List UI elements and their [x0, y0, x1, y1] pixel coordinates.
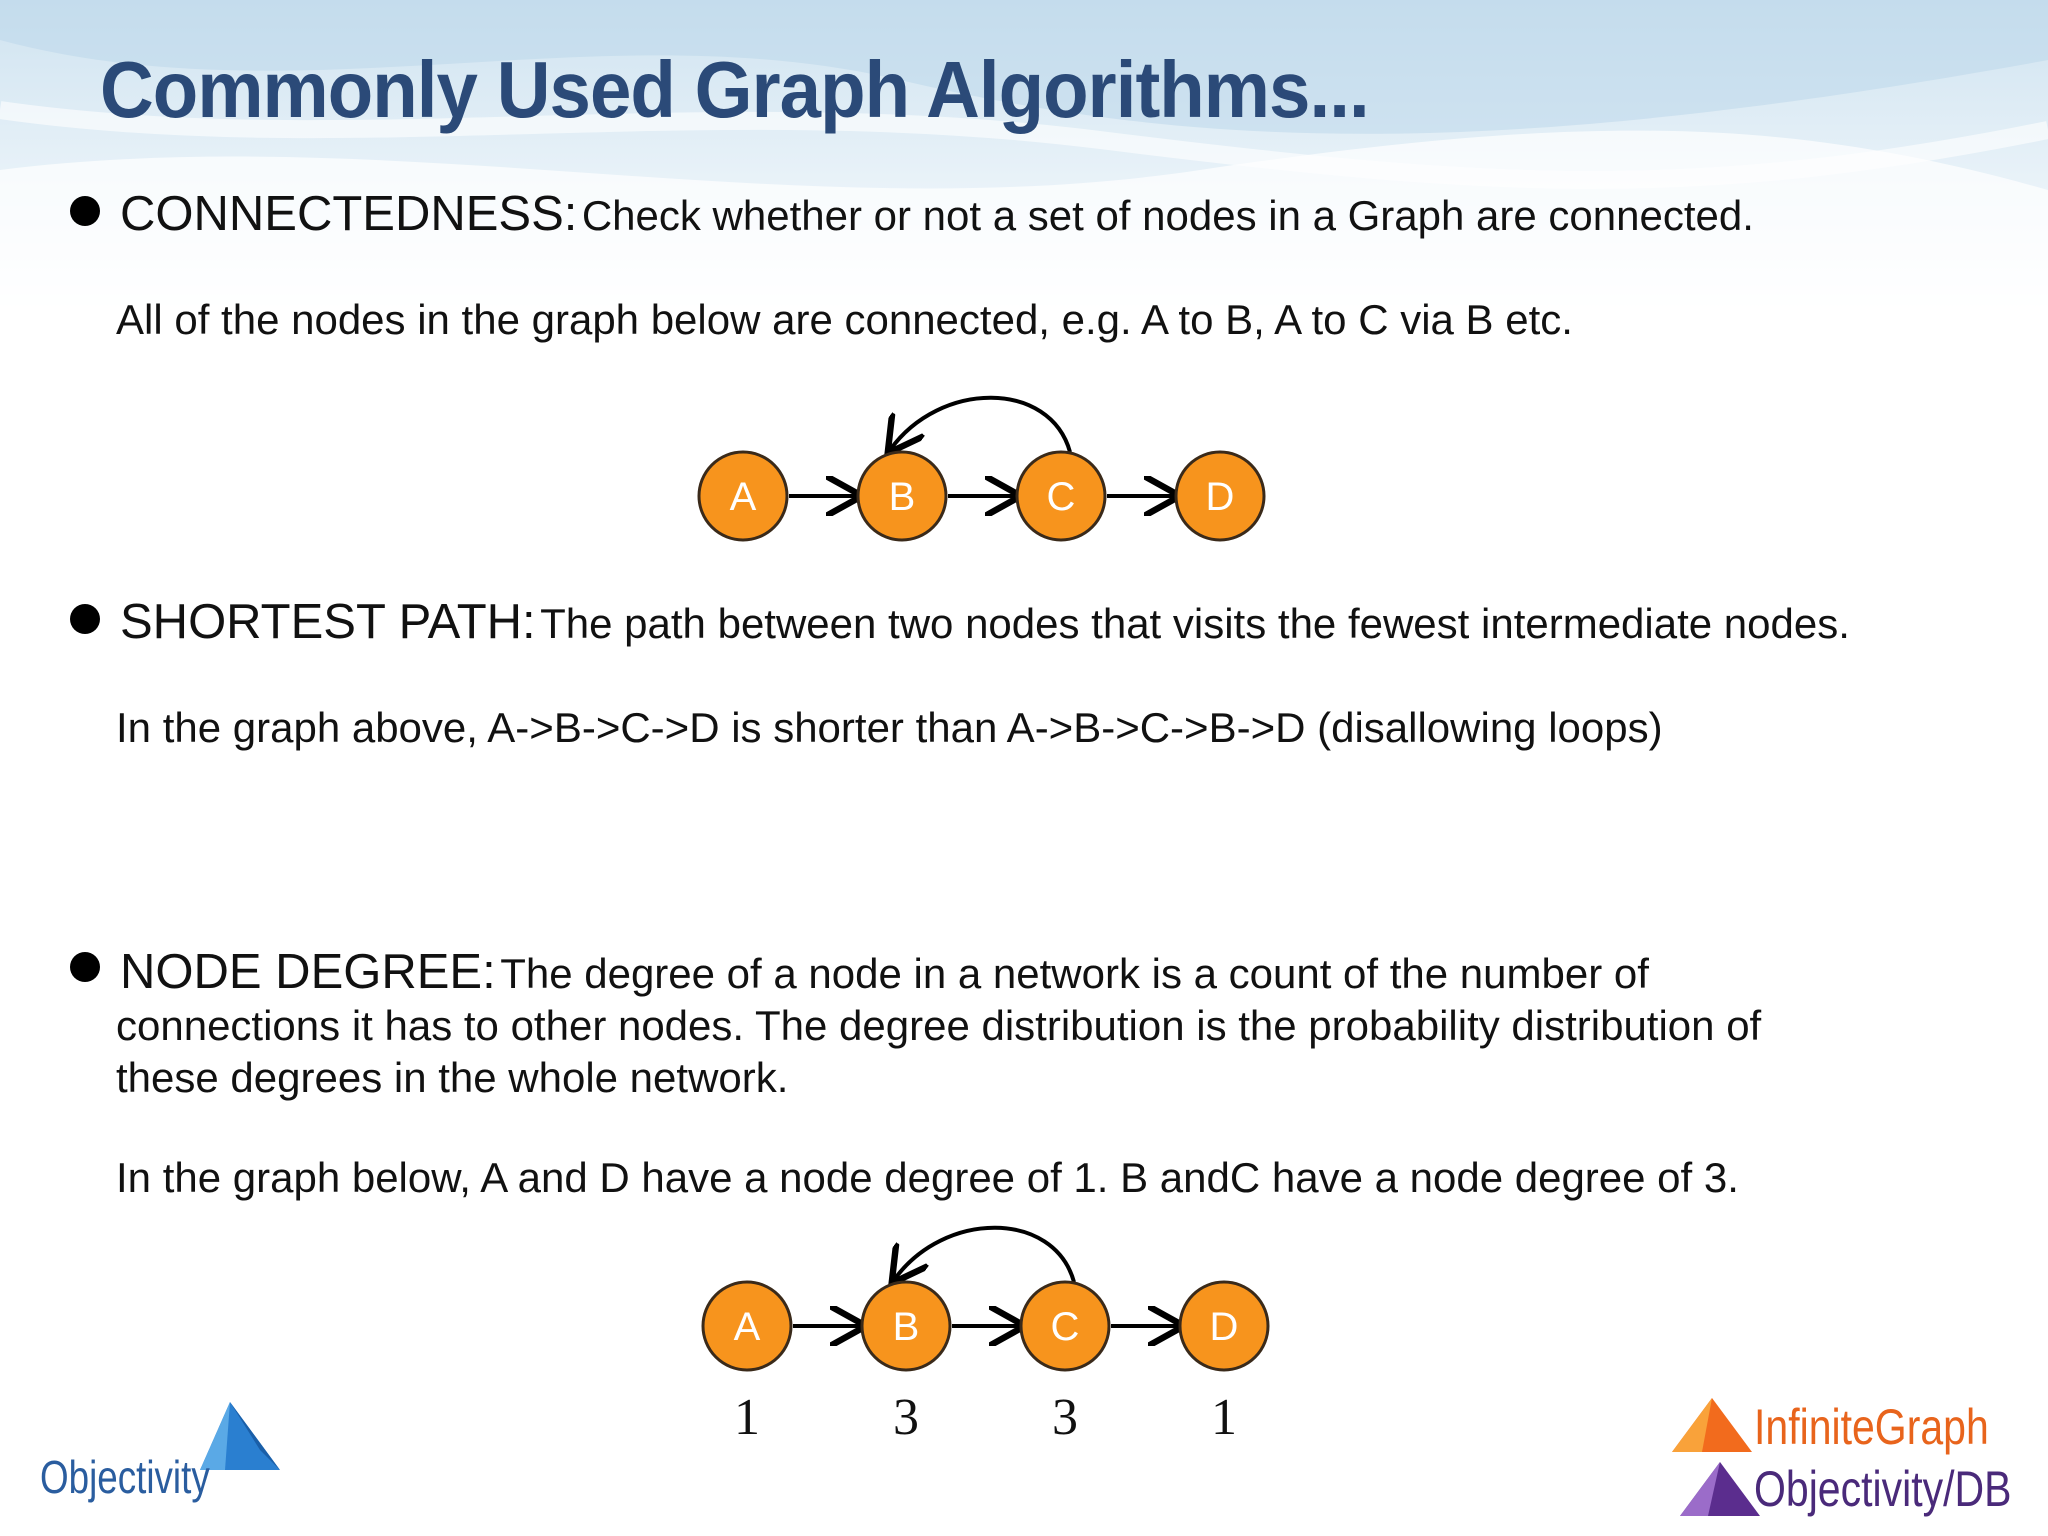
shortest-path-line	[120, 594, 1850, 650]
objectivity-logo-text: Objectivity	[40, 1451, 210, 1503]
graph-diagram-2	[694, 1220, 1294, 1380]
svg-text:D: D	[1205, 475, 1235, 519]
node-degree-line	[120, 944, 1649, 1000]
bullet-icon	[70, 604, 100, 634]
svg-text:B: B	[888, 475, 916, 519]
node-degree-heading: NODE DEGREE:	[120, 945, 496, 999]
edge-c-b	[890, 398, 1070, 452]
node-degree-description-1: The degree of a node in a network is a count of the number of	[500, 950, 1649, 997]
shortest-path-description: The path between two nodes that visits the fewest intermediate nodes.	[540, 600, 1850, 647]
graph2-node-d	[1180, 1282, 1268, 1370]
node-degree-description-3: these degrees in the whole network.	[116, 1054, 789, 1101]
graph1-node-b	[858, 452, 946, 540]
connectedness-description: Check whether or not a set of nodes in a Graph are connected.	[581, 192, 1754, 239]
graph1-node-a	[699, 452, 787, 540]
degree-label-c: 3	[1052, 1389, 1078, 1446]
shortest-path-note: In the graph above, A->B->C->D is shorter than A->B->C->B->D (disallowing loops)	[116, 704, 1663, 751]
connectedness-line	[120, 186, 1754, 242]
graph1-node-d	[1176, 452, 1264, 540]
objectivity-db-logo-text: Objectivity/DB	[1754, 1461, 2012, 1517]
graph2-node-b	[862, 1282, 950, 1370]
graph1-node-c	[1017, 452, 1105, 540]
shortest-path-heading: SHORTEST PATH:	[120, 595, 536, 649]
node-degree-description-2: connections it has to other nodes. The degree distribution is the probability distribution of	[116, 1002, 1762, 1049]
page-title: Commonly Used Graph Algorithms...	[100, 45, 1369, 134]
degree-label-d: 1	[1211, 1389, 1237, 1446]
svg-text:A: A	[733, 1305, 761, 1349]
graph2-node-a	[703, 1282, 791, 1370]
edge-c-b	[894, 1228, 1074, 1282]
svg-text:B: B	[892, 1305, 920, 1349]
connectedness-heading: CONNECTEDNESS:	[120, 187, 578, 241]
degree-label-a: 1	[734, 1389, 760, 1446]
bullet-icon	[70, 952, 100, 982]
node-degree-note: In the graph below, A and D have a node degree of 1. B andC have a node degree of 3.	[116, 1154, 1739, 1201]
svg-text:A: A	[729, 475, 757, 519]
bullet-icon	[70, 196, 100, 226]
graph2-node-c	[1021, 1282, 1109, 1370]
infinitegraph-logo-text: InfiniteGraph	[1754, 1399, 1989, 1455]
svg-text:C: C	[1050, 1305, 1080, 1349]
connectedness-note: All of the nodes in the graph below are connected, e.g. A to B, A to C via B etc.	[116, 296, 1573, 343]
graph-diagram-1	[690, 390, 1290, 550]
svg-text:D: D	[1209, 1305, 1239, 1349]
degree-label-b: 3	[893, 1389, 919, 1446]
infinitegraph-logo-icon	[1672, 1396, 1752, 1456]
svg-text:C: C	[1046, 475, 1076, 519]
degree-labels	[694, 1382, 1294, 1452]
objectivity-db-logo-icon	[1680, 1460, 1760, 1524]
